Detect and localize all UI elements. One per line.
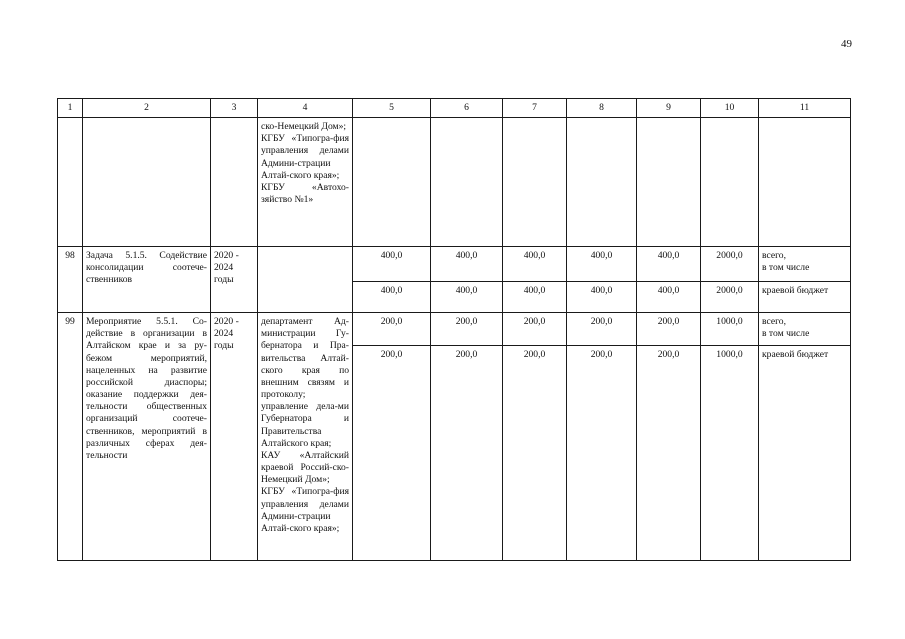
value-cell: 200,0 bbox=[503, 346, 567, 561]
empty-cell bbox=[431, 118, 503, 247]
header-cell: 11 bbox=[759, 99, 851, 118]
funding-source: всего, в том числе bbox=[759, 247, 851, 282]
empty-cell bbox=[83, 118, 211, 247]
executors-cell: департамент Ад-министрации Гу-бернатора и Пра-вительства Алтай-ского края по внешним связям и протоколу; управление дела-ми Губернатора и Правительства Алтайского края; КАУ «Алтайский краевой Россий-ско-Немецкий Дом»; КГБУ «Типогра-фия управления делами Админи-страции Алтай-ского края»; bbox=[258, 313, 353, 561]
value-cell: 400,0 bbox=[503, 247, 567, 282]
period-cell: 2020 - 2024 годы bbox=[211, 247, 258, 313]
total-cell: 2000,0 bbox=[701, 282, 759, 313]
value-cell: 200,0 bbox=[567, 313, 637, 346]
value-cell: 400,0 bbox=[567, 247, 637, 282]
header-cell: 10 bbox=[701, 99, 759, 118]
empty-cell bbox=[637, 118, 701, 247]
empty-cell bbox=[211, 118, 258, 247]
total-cell: 1000,0 bbox=[701, 346, 759, 561]
funding-source: краевой бюджет bbox=[759, 346, 851, 561]
period-cell: 2020 - 2024 годы bbox=[211, 313, 258, 561]
total-cell: 1000,0 bbox=[701, 313, 759, 346]
table-row bbox=[58, 247, 851, 282]
empty-cell bbox=[58, 118, 83, 247]
header-cell: 2 bbox=[83, 99, 211, 118]
value-cell: 400,0 bbox=[503, 282, 567, 313]
value-cell: 200,0 bbox=[503, 313, 567, 346]
value-cell: 400,0 bbox=[431, 247, 503, 282]
value-cell: 200,0 bbox=[353, 313, 431, 346]
executors-cell: ско-Немецкий Дом»; КГБУ «Типогра-фия управления делами Админи-страции Алтай-ского края»; КГБУ «Автохо-зяйство №1» bbox=[258, 118, 353, 247]
value-cell: 200,0 bbox=[567, 346, 637, 561]
value-cell: 200,0 bbox=[637, 346, 701, 561]
table-row bbox=[58, 313, 851, 346]
header-cell: 3 bbox=[211, 99, 258, 118]
value-cell: 200,0 bbox=[431, 346, 503, 561]
header-cell: 1 bbox=[58, 99, 83, 118]
empty-cell bbox=[503, 118, 567, 247]
row-number: 99 bbox=[58, 313, 83, 561]
value-cell: 200,0 bbox=[353, 346, 431, 561]
value-cell: 400,0 bbox=[637, 282, 701, 313]
funding-source: всего, в том числе bbox=[759, 313, 851, 346]
executors-cell bbox=[258, 247, 353, 313]
task-name: Задача 5.1.5. Содействие консолидации соотече-ственников bbox=[83, 247, 211, 313]
value-cell: 400,0 bbox=[353, 282, 431, 313]
funding-source: краевой бюджет bbox=[759, 282, 851, 313]
empty-cell bbox=[353, 118, 431, 247]
empty-cell bbox=[567, 118, 637, 247]
program-table bbox=[57, 98, 851, 561]
row-number: 98 bbox=[58, 247, 83, 313]
empty-cell bbox=[759, 118, 851, 247]
value-cell: 400,0 bbox=[567, 282, 637, 313]
header-cell: 7 bbox=[503, 99, 567, 118]
value-cell: 200,0 bbox=[431, 313, 503, 346]
value-cell: 400,0 bbox=[353, 247, 431, 282]
empty-cell bbox=[701, 118, 759, 247]
header-row bbox=[58, 99, 851, 118]
task-name: Мероприятие 5.5.1. Со-действие в организации в Алтайском крае и за ру-бежом мероприятий, нацеленных на развитие российской диаспоры; оказание поддержки дея-тельности общественных организаций соотече-ственников, мероприятий в различных сферах дея-тельности bbox=[83, 313, 211, 561]
page-number: 49 bbox=[841, 38, 852, 50]
value-cell: 400,0 bbox=[431, 282, 503, 313]
header-cell: 4 bbox=[258, 99, 353, 118]
header-cell: 8 bbox=[567, 99, 637, 118]
table-row-continued bbox=[58, 118, 851, 247]
header-cell: 9 bbox=[637, 99, 701, 118]
header-cell: 6 bbox=[431, 99, 503, 118]
value-cell: 200,0 bbox=[637, 313, 701, 346]
total-cell: 2000,0 bbox=[701, 247, 759, 282]
value-cell: 400,0 bbox=[637, 247, 701, 282]
header-cell: 5 bbox=[353, 99, 431, 118]
